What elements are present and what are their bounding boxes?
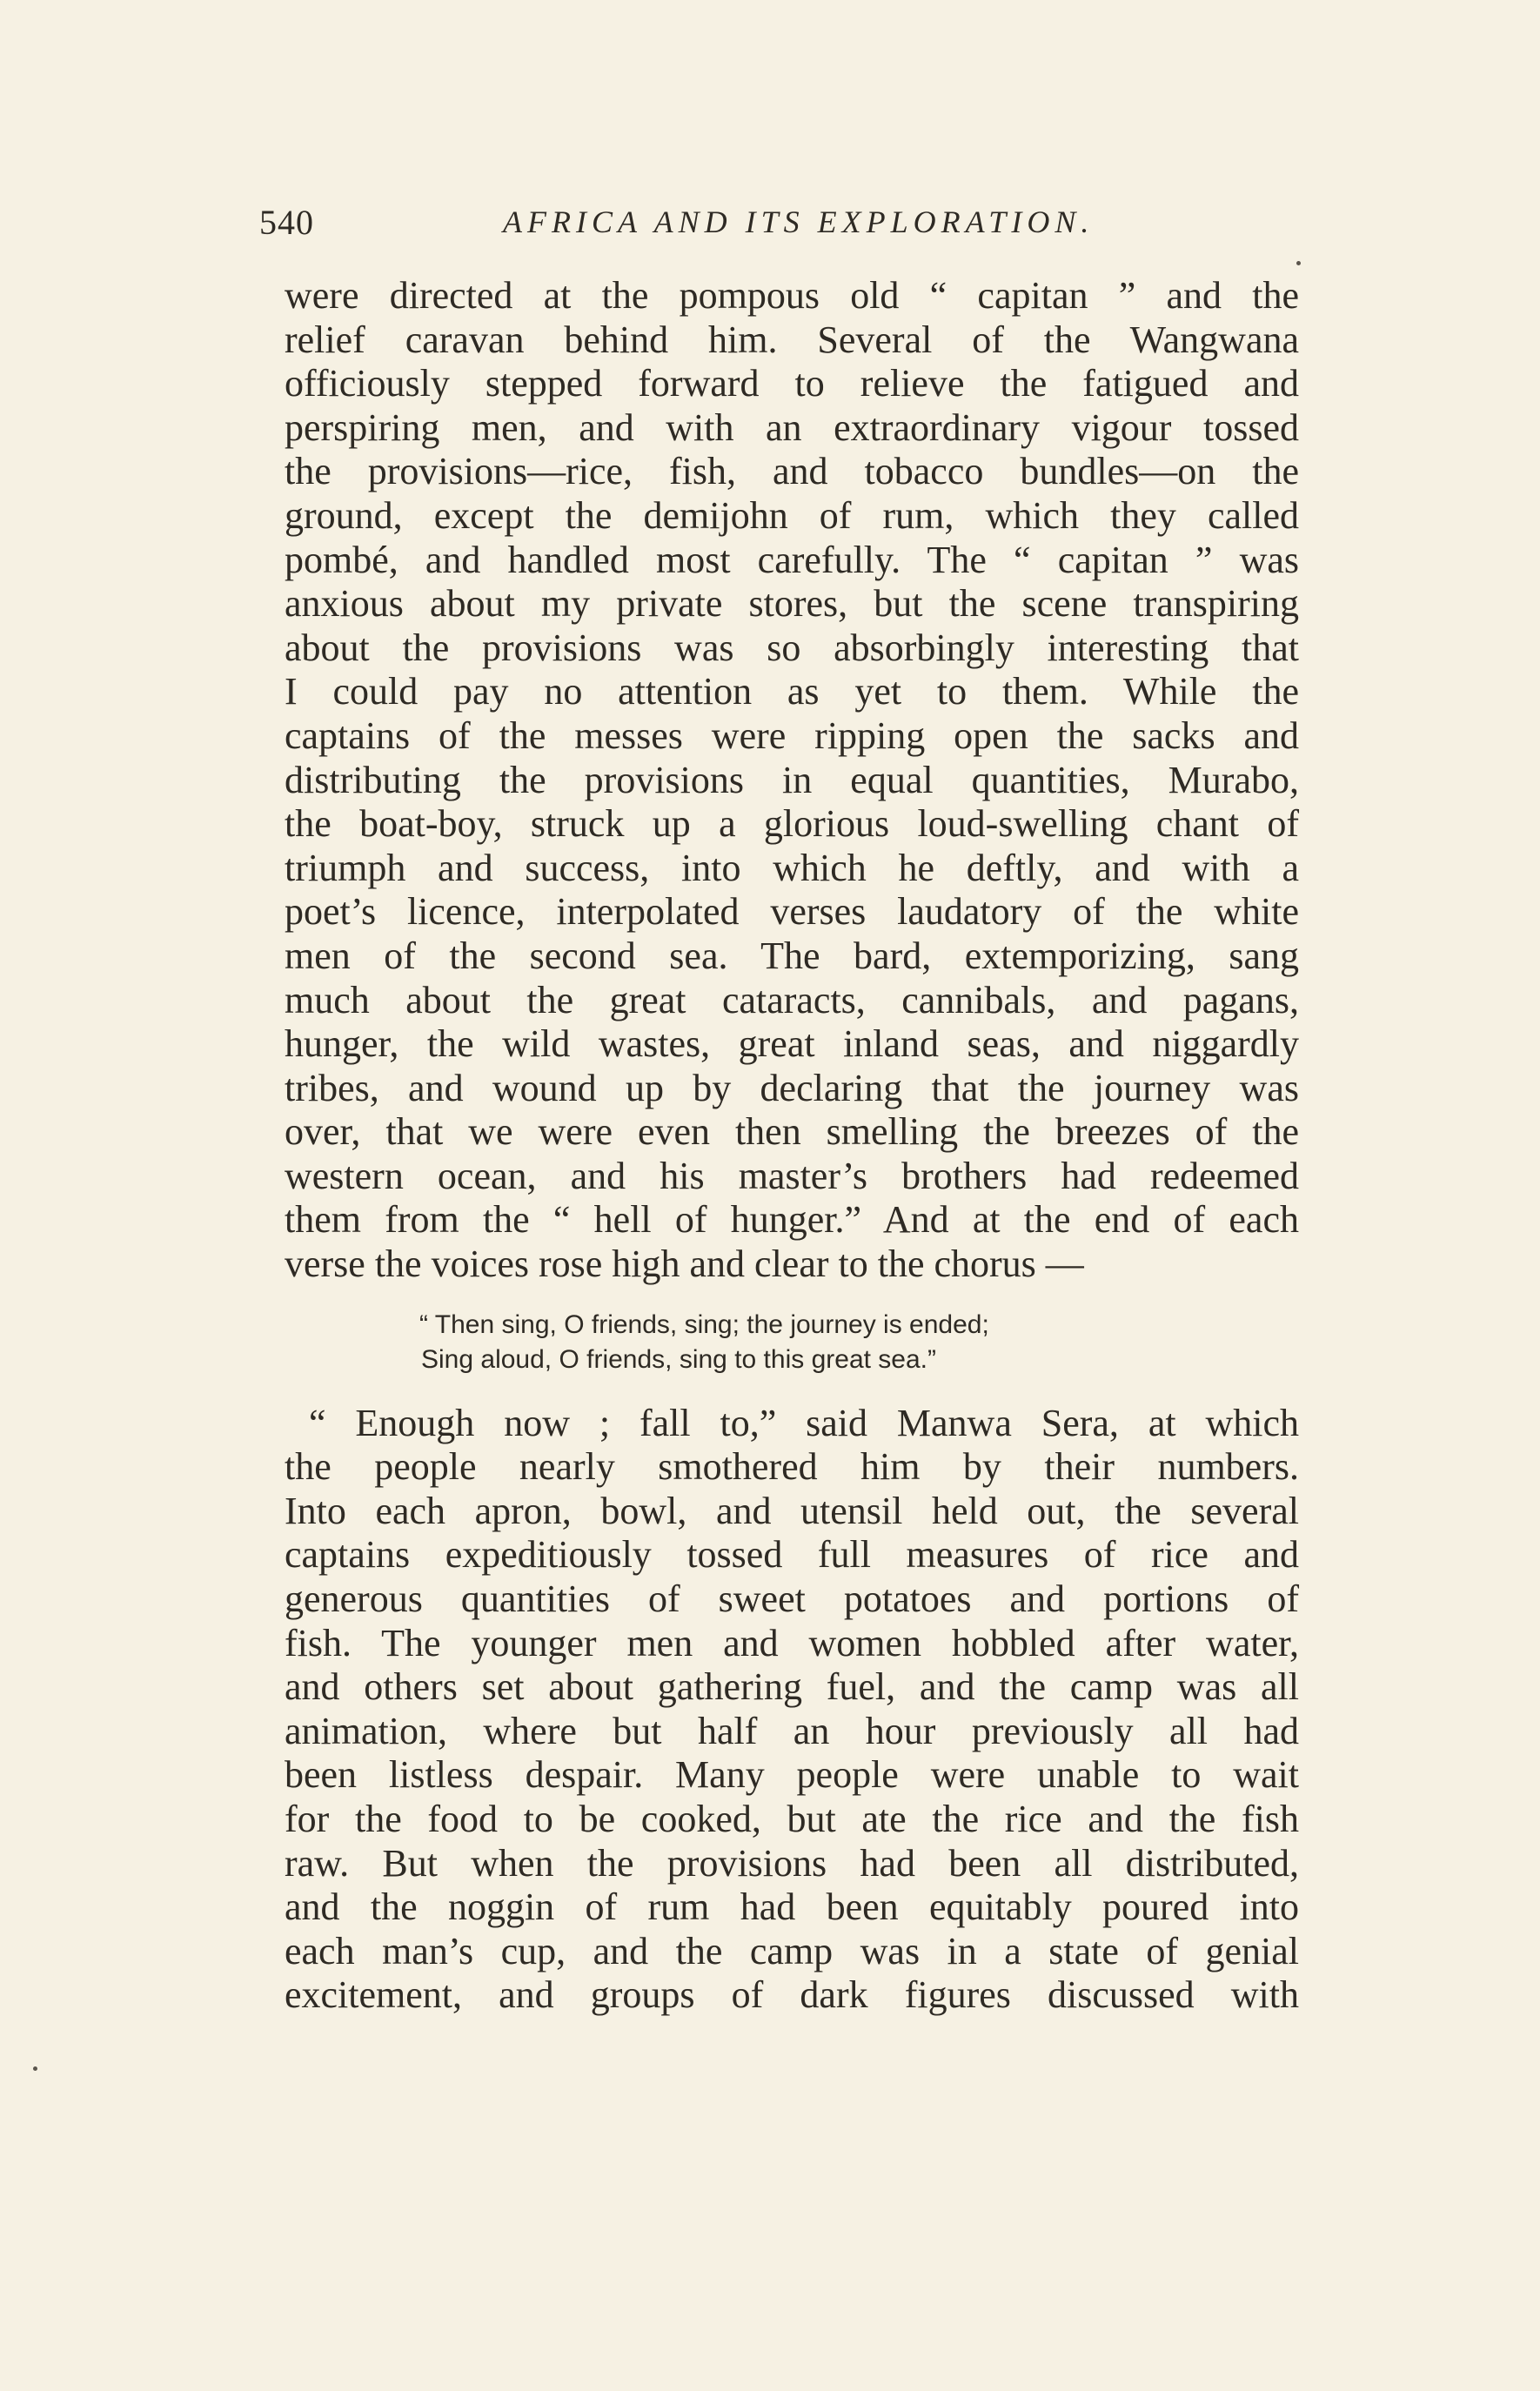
text-line: much about the great cataracts, cannibals, and pagans,	[285, 978, 1299, 1021]
running-title: AFRICA AND ITS EXPLORATION.	[503, 204, 1095, 239]
text-line: excitement, and groups of dark figures discussed with	[285, 1973, 1299, 2017]
text-line: the people nearly smothered him by their numbers.	[285, 1445, 1299, 1489]
text-line: anxious about my private stores, but the scene transpiring	[285, 582, 1299, 626]
text-line: and others set about gathering fuel, and the camp was all	[285, 1665, 1299, 1709]
verse-line: “ Then sing, O friends, sing; the journey is ended;	[419, 1309, 989, 1339]
verse-quote	[285, 1308, 1299, 1377]
text-line: raw. But when the provisions had been all distributed,	[285, 1841, 1299, 1885]
verse-line: Sing aloud, O friends, sing to this great sea.”	[421, 1344, 936, 1374]
text-line: for the food to be cooked, but ate the rice and the fish	[285, 1798, 1299, 1840]
text-line: verse the voices rose high and clear to the chorus —	[285, 1242, 1084, 1286]
text-line: “ Enough now ; fall to,” said Manwa Sera, at which	[309, 1401, 1299, 1444]
text-line: western ocean, and his master’s brothers had redeemed	[285, 1154, 1299, 1197]
running-head	[259, 202, 1303, 245]
text-line: relief caravan behind him. Several of the Wangwana	[285, 318, 1299, 361]
text-line: over, that we were even then smelling the breezes of the	[285, 1110, 1299, 1154]
text-line: captains expeditiously tossed full measures of rice and	[285, 1533, 1299, 1577]
text-line: them from the “ hell of hunger.” And at the end of each	[285, 1198, 1299, 1242]
text-line: I could pay no attention as yet to them. While the	[285, 670, 1299, 713]
text-line: the provisions—rice, fish, and tobacco bundles—on the	[285, 450, 1299, 493]
text-line: poet’s licence, interpolated verses laudatory of the white	[285, 890, 1299, 934]
text-line: the boat-boy, struck up a glorious loud-swelling chant of	[285, 802, 1299, 846]
body-text	[285, 274, 1299, 2018]
text-line: Into each apron, bowl, and utensil held out, the several	[285, 1489, 1299, 1532]
text-line: pombé, and handled most carefully. The “ capitan ” was	[285, 538, 1299, 581]
text-line: distributing the provisions in equal quantities, Murabo,	[285, 758, 1299, 801]
paper-speck	[1296, 261, 1301, 265]
text-line: triumph and success, into which he deftly, and with a	[285, 846, 1299, 889]
text-line: officiously stepped forward to relieve the fatigued and	[285, 362, 1299, 405]
text-line: animation, where but half an hour previously all had	[285, 1709, 1299, 1752]
paragraph-2	[285, 1402, 1299, 2018]
text-line: tribes, and wound up by declaring that the journey was	[285, 1066, 1299, 1109]
text-line: captains of the messes were ripping open the sacks and	[285, 713, 1299, 757]
text-line: ground, except the demijohn of rum, which they called	[285, 493, 1299, 537]
text-line: each man’s cup, and the camp was in a state of genial	[285, 1929, 1299, 1972]
text-line: men of the second sea. The bard, extemporizing, sang	[285, 934, 1299, 977]
text-line: and the noggin of rum had been equitably poured into	[285, 1885, 1299, 1929]
text-line: been listless despair. Many people were unable to wait	[285, 1753, 1299, 1797]
page-number: 540	[259, 203, 314, 242]
text-line: perspiring men, and with an extraordinary vigour tossed	[285, 405, 1299, 449]
text-line: about the provisions was so absorbingly interesting that	[285, 626, 1299, 669]
text-line: were directed at the pompous old “ capitan ” and the	[285, 274, 1299, 317]
text-line: generous quantities of sweet potatoes and portions of	[285, 1577, 1299, 1621]
paragraph-1	[285, 274, 1299, 1287]
text-line: fish. The younger men and women hobbled after water,	[285, 1621, 1299, 1664]
paper-speck	[33, 2066, 37, 2071]
text-line: hunger, the wild wastes, great inland seas, and niggardly	[285, 1022, 1299, 1066]
